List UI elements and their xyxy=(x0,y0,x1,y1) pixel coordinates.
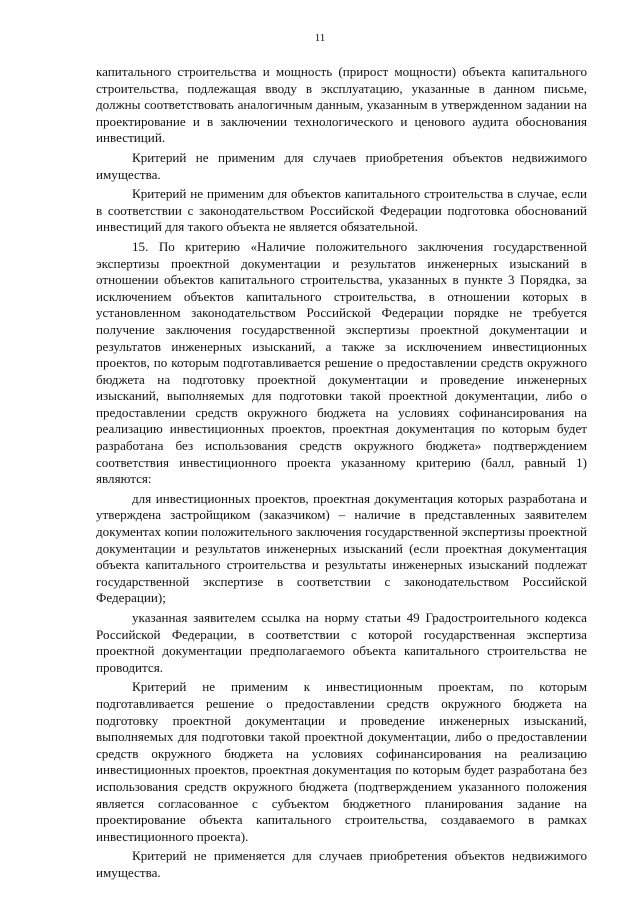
paragraph-1: капитального строительства и мощность (прирост мощности) объекта капитального строительства, подлежащая вводу в эксплуатацию, указанные в данном письме, должны соответствовать аналогичным данным, указанным в утвержденном задании на проектирование и в заключении технологического и ценового аудита обоснования инвестиций. xyxy=(96,64,587,146)
paragraph-5: для инвестиционных проектов, проектная документация которых разработана и утверждена застройщиком (заказчиком) – наличие в представленных заявителем документах копии положительного заключения государственной экспертизы проектной документации и результатов инженерных изысканий (если проектная документация объекта капитального строительства и результаты инженерных изысканий подлежат государственной экспертизе в соответствии с законодательством Российской Федерации); xyxy=(96,490,587,606)
paragraph-7: Критерий не применим к инвестиционным проектам, по которым подготавливается решение о предоставлении средств окружного бюджета на подготовку проектной документации и проведение инженерных изысканий, выполняемых для подготовки такой проектной документации, либо о предоставлении средств окружного бюджета на условиях софинансирования на реализацию инвестиционных проектов, проектная документация по которым будет разработана без использования средств окружного бюджета (подтверждением указанного положения является согласованное с субъектом бюджетного планирования задание на проектирование объекта капитального строительства, создаваемого в рамках инвестиционного проекта). xyxy=(96,679,587,844)
paragraph-8: Критерий не применяется для случаев приобретения объектов недвижимого имущества. xyxy=(96,848,587,880)
paragraph-6: указанная заявителем ссылка на норму статьи 49 Градостроительного кодекса Российской Федерации, в соответствии с которой государственная экспертиза проектной документации предполагаемого объекта капитального строительства не проводится. xyxy=(96,610,587,675)
paragraph-4: 15. По критерию «Наличие положительного заключения государственной экспертизы проектной документации и результатов инженерных изысканий в отношении объектов капитального строительства, указанных в пункте 3 Порядка, за исключением объектов капитального строительства, в отношении которых в установленном законодательством Российской Федерации порядке не требуется получение заключения государственной экспертизы проектной документации и результатов инженерных изысканий, а также за исключением инвестиционных проектов, по которым подготавливается решение о предоставлении средств окружного бюджета на подготовку проектной документации и проведение инженерных изысканий, выполняемых для подготовки такой проектной документации, либо о предоставлении средств окружного бюджета на условиях софинансирования на реализацию инвестиционных проектов, проектная документация по которым будет разработана без использования средств окружного бюджета» подтверждением соответствия инвестиционного проекта указанному критерию (балл, равный 1) являются: xyxy=(96,238,587,487)
paragraph-2: Критерий не применим для случаев приобретения объектов недвижимого имущества. xyxy=(96,149,587,182)
paragraph-3: Критерий не применим для объектов капитального строительства в случае, если в соответствии с законодательством Российской Федерации подготовка обоснований инвестиций для такого объекта не является обязательной. xyxy=(96,186,587,235)
page-number: 11 xyxy=(314,32,326,44)
document-body xyxy=(96,64,587,885)
